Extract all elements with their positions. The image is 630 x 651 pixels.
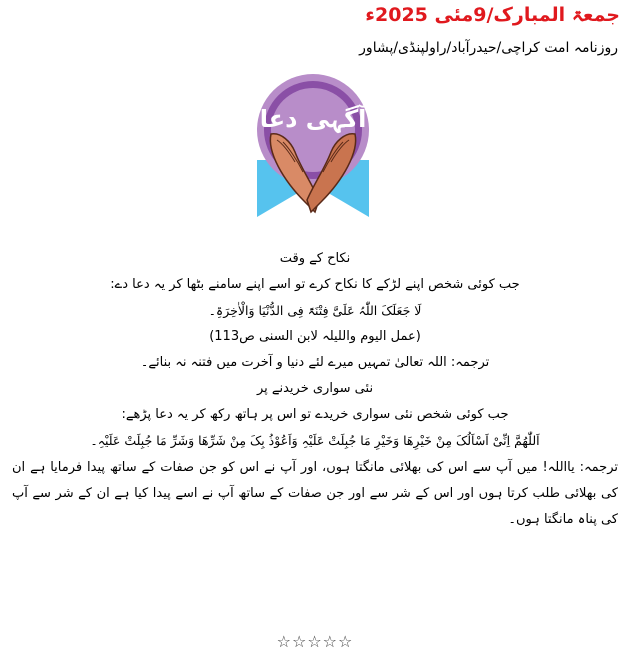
article-body: [10, 251, 620, 533]
instruction-line-vehicle: جب کوئی شخص نئی سواری خریدے تو اس پر ہاتھ رکھ کر یہ دعا پڑھے:: [121, 407, 509, 422]
dua-logo: [253, 72, 373, 217]
section-title-vehicle: نئی سواری خریدنے پر: [256, 381, 374, 396]
translation-nikah: ترجمہ: اللہ تعالیٰ تمہیں میرے لئے دنیا و آخرت میں فتنہ نہ بنائے۔: [140, 355, 490, 370]
logo-text: آگہی دعا: [259, 105, 367, 133]
issue-date: جمعۃ المبارک/9مئی 2025ء: [365, 4, 620, 26]
section-title-nikah: نکاح کے وقت: [279, 251, 351, 266]
footer-stars: ☆☆☆☆☆: [276, 632, 354, 651]
arabic-dua-vehicle: اَللّٰھُمَّ اِنِّیْ اَسْاَلُکَ مِنْ خَیْرِھَا وَخَیْرِ مَا جُبِلَتْ عَلَیْہِ وَاَعُوْذُ بِکَ مِنْ شَرِّھَا وَشَرِّ مَا جُبِلَتْ عَلَیْہِ۔: [90, 433, 540, 448]
instruction-line: جب کوئی شخص اپنے لڑکے کا نکاح کرے تو اسے اپنے سامنے بٹھا کر یہ دعا دے:: [110, 277, 520, 292]
arabic-dua-nikah: لَا جَعَلَکَ اللّٰہُ عَلَیَّ فِتْنَۃً فِی الدُّنْیَا وَالْاٰخِرَۃِ۔: [208, 303, 422, 318]
reference-line: (عمل الیوم واللیلہ لابن السنی ص113): [209, 329, 421, 344]
translation-vehicle: ترجمہ: یااللہ! میں آپ سے اس کی بھلائی مانگتا ہوں، اور آپ نے اس کو جن صفات کے ساتھ پیدا فرمایا ہے ان کی بھلائی طلب کرتا ہوں اور اس کے شر سے اور جن صفات کے ساتھ آپ نے اسے پیدا کیا ہے ان کے شر سے آپ کی پناہ مانگتا ہوں۔: [12, 460, 618, 527]
source-newspaper: روزنامہ امت کراچی/حیدرآباد/راولپنڈی/پشاور: [359, 40, 618, 56]
